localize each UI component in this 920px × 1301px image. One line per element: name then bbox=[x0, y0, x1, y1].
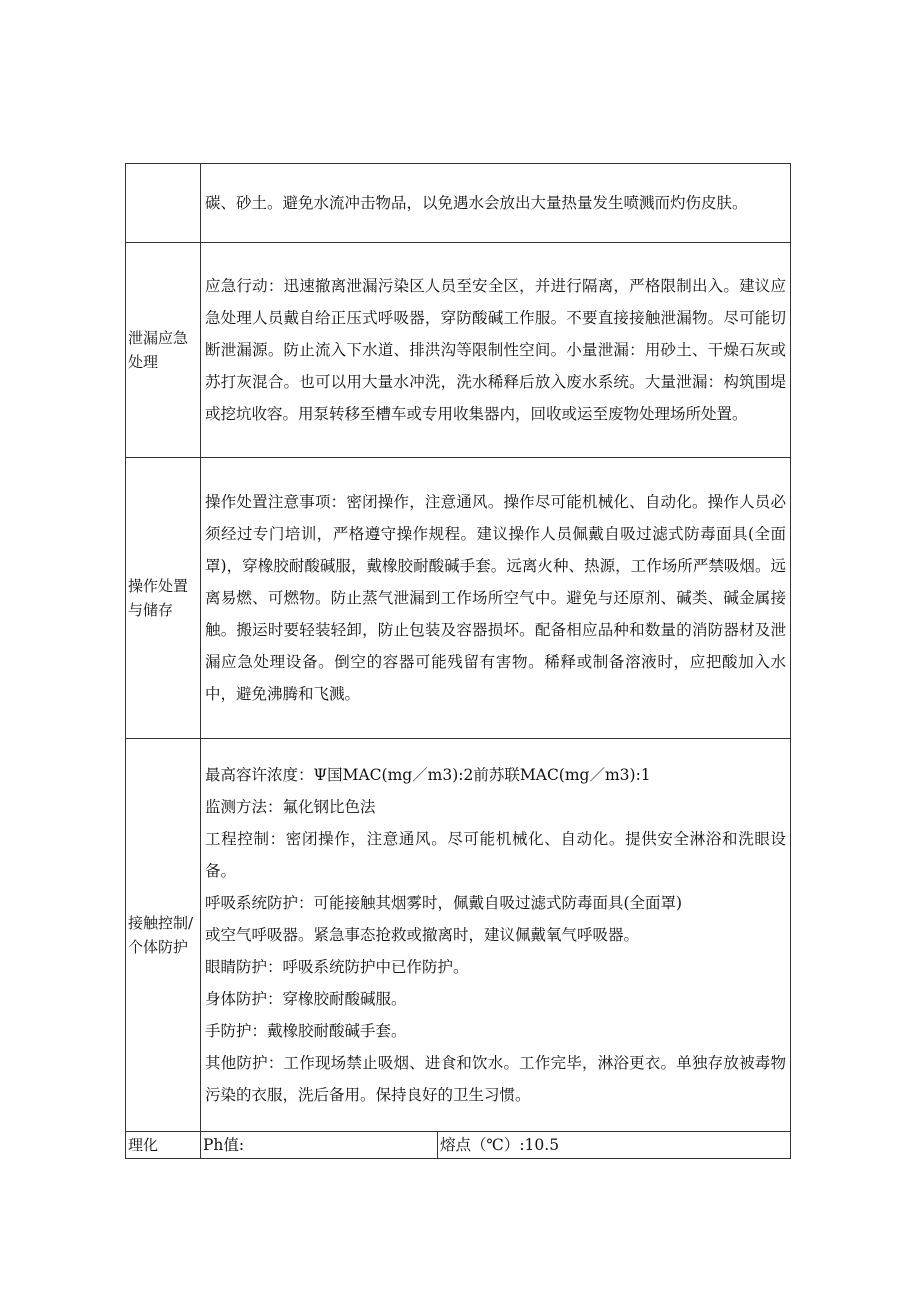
fire-continuation-text bbox=[201, 164, 791, 243]
exposure-limit: 最高容许浓度：Ψ国MAC(mg／m3):2前苏联MAC(mg／m3):1 bbox=[205, 766, 651, 784]
msds-table-section bbox=[125, 163, 790, 1159]
ph-value-cell: Ph值: bbox=[201, 1132, 438, 1159]
handling-paragraph: 操作处置注意事项：密闭操作，注意通风。操作尽可能机械化、自动化。操作人员必须经过专门培训，严格遵守操作规程。建议操作人员佩戴自吸过滤式防毒面具(全面罩)，穿橡胶耐酸碱服，戴橡胶耐酸碱手套。远离火种、热源，工作场所严禁吸烟。远离易燃、可燃物。防止蒸气泄漏到工作场所空气中。避免与还原剂、碱类、碱金属接触。搬运时要轻装轻卸，防止包装及容器损坏。配备相应品种和数量的消防器材及泄漏应急处理设备。倒空的容器可能残留有害物。稀释或制备溶液时，应把酸加入水中，避免沸腾和飞溅。 bbox=[205, 493, 787, 703]
leak-label: 泄漏应急处理 bbox=[126, 243, 201, 458]
leak-paragraph: 应急行动：迅速撤离泄漏污染区人员至安全区，并进行隔离，严格限制出入。建议应急处理人员戴自给正压式呼吸器，穿防酸碱工作服。不要直接接触泄漏物。尽可能切断泄漏源。防止流入下水道、排洪沟等限制性空间。小量泄漏：用砂土、干燥石灰或苏打灰混合。也可以用大量水冲洗，洗水稀释后放入废水系统。大量泄漏：构筑围堤或挖坑收容。用泵转移至槽车或专用收集器内，回收或运至废物处理场所处置。 bbox=[205, 277, 787, 423]
exposure-label: 接触控制/个体防护 bbox=[126, 739, 201, 1132]
row-exposure-control bbox=[126, 739, 791, 1132]
eye-protection: 眼睛防护：呼吸系统防护中已作防护。 bbox=[205, 958, 469, 976]
respiratory-protection: 呼吸系统防护：可能接触其烟雾时，佩戴自吸过滤式防毒面具(全面罩) bbox=[205, 894, 683, 912]
body-protection: 身体防护：穿橡胶耐酸碱服。 bbox=[205, 990, 407, 1008]
msds-table bbox=[125, 163, 791, 1159]
respiratory-protection-cont: 或空气呼吸器。紧急事态抢救或撤离时，建议佩戴氧气呼吸器。 bbox=[205, 926, 640, 944]
row-handling-storage bbox=[126, 458, 791, 739]
row-physchem bbox=[126, 1132, 791, 1159]
engineering-control: 工程控制：密闭操作，注意通风。尽可能机械化、自动化。提供安全淋浴和洗眼设备。 bbox=[205, 830, 787, 880]
physchem-label: 理化 bbox=[126, 1132, 201, 1159]
continuation-line: 碳、砂土。避免水流冲击物品，以免遇水会放出大量热量发生喷溅而灼伤皮肤。 bbox=[205, 194, 748, 212]
handling-label: 操作处置与储存 bbox=[126, 458, 201, 739]
row-label-empty bbox=[126, 164, 201, 243]
row-leak-emergency bbox=[126, 243, 791, 458]
exposure-text bbox=[201, 739, 791, 1132]
monitoring-method: 监测方法：氟化钢比色法 bbox=[205, 798, 376, 816]
row-fire-continuation bbox=[126, 164, 791, 243]
melting-point-cell: 熔点（℃）:10.5 bbox=[438, 1132, 791, 1159]
handling-text bbox=[201, 458, 791, 739]
other-protection: 其他防护：工作现场禁止吸烟、进食和饮水。工作完毕，淋浴更衣。单独存放被毒物污染的衣服，洗后备用。保持良好的卫生习惯。 bbox=[205, 1054, 787, 1104]
leak-text bbox=[201, 243, 791, 458]
hand-protection: 手防护：戴橡胶耐酸碱手套。 bbox=[205, 1022, 407, 1040]
